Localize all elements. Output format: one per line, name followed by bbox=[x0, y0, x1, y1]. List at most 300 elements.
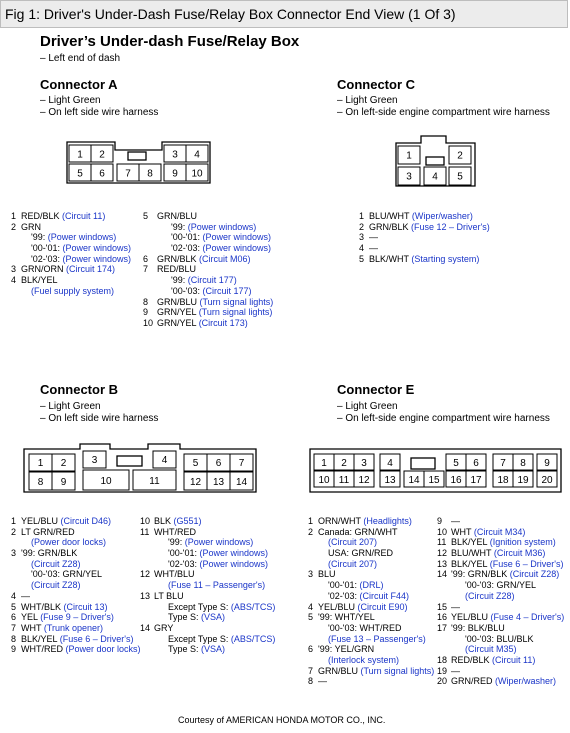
pin-number: 9 bbox=[143, 307, 149, 318]
wire-description: — bbox=[369, 243, 378, 254]
wire-description: GRN/ORN bbox=[21, 264, 66, 275]
wire-description: GRN/BLU bbox=[318, 665, 361, 676]
pin-number: 2 bbox=[359, 221, 365, 232]
circuit-reference-link[interactable]: (ABS/TCS) bbox=[230, 601, 276, 612]
pin-b-6-label: 6 bbox=[215, 458, 222, 469]
pin-c-4-label: 4 bbox=[432, 171, 438, 183]
pinout-line bbox=[308, 537, 434, 548]
connector-a-title: Connector A bbox=[40, 77, 118, 92]
pin-e-15-label: 15 bbox=[428, 475, 440, 486]
pinout-line bbox=[11, 612, 141, 623]
wire-description: BLK/YEL bbox=[451, 537, 490, 548]
pin-e-13-label: 13 bbox=[384, 475, 396, 486]
circuit-reference-link[interactable]: (Fuse 4 – Driver's) bbox=[490, 612, 565, 623]
wire-description: GRN/YEL bbox=[157, 317, 199, 328]
pin-a-3-label: 3 bbox=[172, 149, 178, 161]
pin-e-4-label: 4 bbox=[387, 458, 393, 469]
pin-number: 15 bbox=[437, 601, 448, 612]
pinout-line bbox=[11, 232, 131, 243]
pinout-line bbox=[11, 569, 141, 580]
connector-c-color: – Light Green bbox=[337, 95, 398, 106]
continuation-indent bbox=[21, 569, 31, 579]
pin-number: 3 bbox=[359, 232, 365, 243]
continuation-indent bbox=[157, 222, 171, 232]
pinout-line bbox=[308, 676, 434, 687]
circuit-reference-link[interactable]: (Circuit F44) bbox=[359, 590, 409, 601]
pinout-line bbox=[437, 580, 564, 591]
pin-number: 3 bbox=[11, 264, 17, 275]
wire-description: GRN/BLU bbox=[157, 211, 198, 221]
circuit-reference-link[interactable]: (Trunk opener) bbox=[43, 622, 104, 633]
pin-number: 10 bbox=[437, 526, 448, 537]
circuit-reference-link[interactable]: (Circuit D46) bbox=[60, 516, 112, 526]
pinout-line bbox=[11, 243, 131, 254]
pin-b-9-label: 9 bbox=[60, 477, 67, 488]
circuit-reference-link[interactable]: (Fuse 6 – Driver's) bbox=[489, 558, 564, 569]
pinout-line bbox=[437, 666, 564, 677]
pin-number: 8 bbox=[143, 296, 149, 307]
pinout-line bbox=[308, 602, 434, 613]
pin-e-17-label: 17 bbox=[470, 475, 482, 486]
pin-number: 4 bbox=[308, 601, 314, 612]
circuit-reference-link[interactable]: (G551) bbox=[173, 516, 202, 526]
wire-description: '02-'03: bbox=[31, 253, 63, 264]
circuit-reference-link[interactable]: (Power windows) bbox=[62, 243, 131, 254]
pin-e-9-label: 9 bbox=[544, 458, 550, 469]
pin-a-6-label: 6 bbox=[99, 168, 105, 180]
wire-description: '99: bbox=[171, 275, 188, 286]
pinout-line bbox=[359, 211, 490, 222]
continuation-indent bbox=[21, 232, 31, 242]
wire-description: WHT bbox=[451, 526, 474, 537]
pinout-line bbox=[308, 569, 434, 580]
continuation-indent bbox=[154, 612, 168, 622]
circuit-reference-link[interactable]: (Power windows) bbox=[184, 537, 254, 548]
pinout-line bbox=[143, 211, 273, 222]
continuation-indent bbox=[318, 580, 328, 590]
pin-b-11-label: 11 bbox=[149, 476, 160, 487]
pin-a-10-label: 10 bbox=[191, 168, 203, 180]
pin-number: 2 bbox=[308, 526, 314, 537]
pin-number: 9 bbox=[11, 644, 17, 655]
pin-number: 11 bbox=[437, 537, 447, 548]
circuit-reference-link[interactable]: (Power windows) bbox=[47, 232, 117, 243]
wire-description: '99: bbox=[31, 232, 48, 243]
circuit-reference-link[interactable]: (Fuse 11 – Passenger's) bbox=[168, 580, 266, 591]
wire-description: BLU/WHT bbox=[451, 548, 494, 559]
continuation-indent bbox=[318, 548, 328, 558]
continuation-indent bbox=[21, 559, 31, 569]
continuation-indent bbox=[21, 537, 31, 547]
pin-number: 1 bbox=[11, 211, 17, 221]
pinout-line bbox=[11, 527, 141, 538]
circuit-reference-link[interactable]: (Fuse 9 – Driver's) bbox=[40, 612, 114, 623]
pin-number: 3 bbox=[11, 548, 17, 559]
wire-description: — bbox=[451, 516, 460, 526]
wire-description: '99: GRN/BLK bbox=[21, 548, 78, 559]
pinout-line bbox=[143, 307, 273, 318]
circuit-reference-link[interactable]: (Circuit M06) bbox=[199, 253, 251, 264]
wire-description: ORN/WHT bbox=[318, 516, 364, 526]
wire-description: BLK bbox=[154, 516, 174, 526]
pinout-line bbox=[140, 634, 275, 645]
circuit-reference-link[interactable]: (Circuit 13) bbox=[63, 601, 108, 612]
wire-description: '00-'03: bbox=[171, 285, 203, 296]
continuation-indent bbox=[154, 634, 168, 644]
circuit-reference-link[interactable]: (Circuit Z28) bbox=[31, 558, 81, 569]
pinout-line bbox=[437, 527, 564, 538]
circuit-reference-link[interactable]: (Power windows) bbox=[202, 232, 271, 243]
circuit-reference-link[interactable]: (VSA) bbox=[201, 612, 226, 623]
pin-number: 2 bbox=[11, 221, 17, 232]
wire-description: GRN/BLK bbox=[157, 253, 200, 264]
pin-number: 7 bbox=[143, 264, 149, 275]
wire-description: WHT/RED bbox=[21, 644, 66, 655]
circuit-reference-link[interactable]: (Circuit 207) bbox=[328, 537, 378, 548]
pinout-line bbox=[308, 559, 434, 570]
pinout-line bbox=[11, 264, 131, 275]
continuation-indent bbox=[154, 602, 168, 612]
pinout-line bbox=[140, 569, 275, 580]
pin-number: 10 bbox=[140, 516, 151, 526]
wire-description: GRY bbox=[154, 622, 174, 633]
pin-e-10-label: 10 bbox=[318, 475, 330, 486]
wire-description: '99: YEL/GRN bbox=[318, 644, 375, 655]
pinout-line bbox=[140, 516, 275, 527]
continuation-indent bbox=[21, 243, 31, 253]
pinout-line bbox=[437, 516, 564, 527]
pin-a-2-label: 2 bbox=[99, 149, 105, 161]
pinout-line bbox=[437, 548, 564, 559]
circuit-reference-link[interactable]: (Power windows) bbox=[187, 221, 257, 232]
pinout-line bbox=[308, 623, 434, 634]
wire-description: Except Type S: bbox=[168, 633, 231, 644]
connector-c-location: – On left-side engine compartment wire harness bbox=[337, 107, 550, 118]
wire-description: USA: GRN/RED bbox=[328, 548, 394, 559]
pin-b-8-label: 8 bbox=[37, 477, 44, 488]
wire-description: BLK/YEL bbox=[451, 558, 490, 569]
pinout-line bbox=[308, 527, 434, 538]
circuit-reference-link[interactable]: (Fuse 13 – Passenger's) bbox=[328, 633, 426, 644]
circuit-reference-link[interactable]: (Power windows) bbox=[199, 558, 268, 569]
pinout-line bbox=[359, 243, 490, 254]
pin-number: 4 bbox=[11, 590, 17, 601]
pin-number: 14 bbox=[437, 569, 448, 580]
pin-number: 10 bbox=[143, 317, 154, 328]
pinout-line bbox=[11, 634, 141, 645]
connector-a-latch bbox=[128, 152, 146, 160]
continuation-indent bbox=[154, 559, 168, 569]
wire-description: BLU bbox=[318, 569, 336, 580]
pinout-line bbox=[308, 548, 434, 559]
pin-number: 12 bbox=[437, 548, 448, 559]
connector-b-location: – On left side wire harness bbox=[40, 413, 159, 424]
circuit-reference-link[interactable]: (Turn signal lights) bbox=[360, 665, 435, 676]
pinout-line bbox=[437, 602, 564, 613]
circuit-reference-link[interactable]: (Turn signal lights) bbox=[199, 296, 274, 307]
pin-e-12-label: 12 bbox=[358, 475, 370, 486]
pin-number: 3 bbox=[308, 569, 314, 580]
wire-description: GRN/BLK bbox=[369, 221, 412, 232]
wire-description: '99: GRN/BLK bbox=[451, 569, 510, 580]
wire-description: BLK/YEL bbox=[21, 275, 58, 286]
pinout-line bbox=[437, 676, 564, 687]
connector-e-latch bbox=[411, 458, 435, 469]
circuit-reference-link[interactable]: (Circuit M35) bbox=[465, 644, 517, 655]
pinout-line bbox=[11, 254, 131, 265]
continuation-indent bbox=[451, 644, 465, 654]
wire-description: BLK/WHT bbox=[369, 253, 412, 264]
circuit-reference-link[interactable]: (Circuit 207) bbox=[328, 558, 378, 569]
circuit-reference-link[interactable]: (Power windows) bbox=[202, 243, 271, 254]
pin-b-1-label: 1 bbox=[37, 458, 44, 469]
wire-description: RED/BLK bbox=[451, 654, 493, 665]
circuit-reference-link[interactable]: (Circuit 177) bbox=[202, 285, 252, 296]
wire-description: '99: bbox=[171, 221, 188, 232]
circuit-reference-link[interactable]: (Circuit Z28) bbox=[31, 580, 81, 591]
circuit-reference-link[interactable]: (Fuse 6 – Driver's) bbox=[59, 633, 134, 644]
circuit-reference-link[interactable]: (Turn signal lights) bbox=[198, 307, 273, 318]
wire-description: '02-'03: bbox=[168, 558, 200, 569]
pin-e-2-label: 2 bbox=[341, 458, 347, 469]
pinout-line bbox=[11, 222, 131, 233]
pin-e-6-label: 6 bbox=[473, 458, 479, 469]
pin-e-14-label: 14 bbox=[408, 475, 420, 486]
pin-number: 13 bbox=[140, 590, 151, 601]
pinout-line bbox=[359, 232, 490, 243]
pin-number: 4 bbox=[11, 275, 17, 286]
pin-b-4-label: 4 bbox=[161, 455, 168, 466]
pinout-line bbox=[308, 644, 434, 655]
pinout-line bbox=[308, 580, 434, 591]
pinout-line bbox=[140, 612, 275, 623]
pinout-line bbox=[11, 559, 141, 570]
pin-a-8-label: 8 bbox=[147, 168, 153, 180]
wire-description: GRN/YEL bbox=[157, 307, 199, 318]
wire-description: YEL/BLU bbox=[21, 516, 61, 526]
circuit-reference-link[interactable]: (Circuit 173) bbox=[198, 317, 248, 328]
circuit-reference-link[interactable]: (ABS/TCS) bbox=[230, 633, 276, 644]
circuit-reference-link[interactable]: (Starting system) bbox=[411, 253, 480, 264]
circuit-reference-link[interactable]: (Wiper/washer) bbox=[411, 211, 473, 221]
pin-b-14-label: 14 bbox=[235, 477, 248, 488]
circuit-reference-link[interactable]: (Circuit Z28) bbox=[465, 590, 515, 601]
box-location: – Left end of dash bbox=[40, 53, 121, 64]
pinout-line bbox=[11, 211, 131, 222]
wire-description: Canada: GRN/WHT bbox=[318, 526, 398, 537]
connector-a-pinout-left bbox=[11, 211, 131, 297]
pin-b-13-label: 13 bbox=[212, 477, 225, 488]
pin-a-1-label: 1 bbox=[77, 149, 83, 161]
connector-c-title: Connector C bbox=[337, 77, 415, 92]
connector-b-pinout-right bbox=[140, 516, 275, 655]
circuit-reference-link[interactable]: (Circuit M36) bbox=[493, 548, 546, 559]
pin-number: 19 bbox=[437, 665, 448, 676]
circuit-reference-link[interactable]: (Power door locks) bbox=[65, 644, 141, 655]
circuit-reference-link[interactable]: (Circuit E90) bbox=[357, 601, 408, 612]
connector-b-latch bbox=[117, 456, 142, 466]
pin-number: 14 bbox=[140, 622, 151, 633]
pin-number: 9 bbox=[437, 516, 443, 526]
continuation-indent bbox=[451, 634, 465, 644]
wire-description: '00-'03: WHT/RED bbox=[328, 622, 402, 633]
continuation-indent bbox=[318, 591, 328, 601]
pin-e-1-label: 1 bbox=[321, 458, 327, 469]
wire-description: '00-'01: bbox=[171, 232, 203, 243]
wire-description: — bbox=[21, 590, 30, 601]
pinout-line bbox=[143, 318, 273, 329]
circuit-reference-link[interactable]: (Wiper/washer) bbox=[495, 676, 557, 687]
pinout-line bbox=[11, 516, 141, 527]
pinout-line bbox=[437, 623, 564, 634]
wire-description: YEL/BLU bbox=[318, 601, 358, 612]
connector-b-color: – Light Green bbox=[40, 401, 101, 412]
connector-a-color: – Light Green bbox=[40, 95, 101, 106]
pin-b-5-label: 5 bbox=[192, 458, 199, 469]
pinout-line bbox=[359, 222, 490, 233]
pinout-line bbox=[11, 623, 141, 634]
pinout-line bbox=[140, 602, 275, 613]
continuation-indent bbox=[157, 243, 171, 253]
circuit-reference-link[interactable]: (Headlights) bbox=[363, 516, 412, 526]
pin-c-5-label: 5 bbox=[457, 171, 463, 183]
courtesy-credit: Courtesy of AMERICAN HONDA MOTOR CO., INC. bbox=[178, 715, 386, 725]
pin-a-7-label: 7 bbox=[125, 168, 131, 180]
circuit-reference-link[interactable]: (VSA) bbox=[201, 644, 226, 655]
pin-number: 12 bbox=[140, 569, 151, 580]
pinout-line bbox=[437, 559, 564, 570]
pin-e-3-label: 3 bbox=[361, 458, 367, 469]
circuit-reference-link[interactable]: (Power windows) bbox=[62, 253, 131, 264]
circuit-reference-link[interactable]: (Fuel supply system) bbox=[31, 285, 115, 296]
continuation-indent bbox=[318, 655, 328, 665]
pin-number: 5 bbox=[308, 612, 314, 623]
circuit-reference-link[interactable]: (Circuit 11) bbox=[492, 654, 536, 665]
continuation-indent bbox=[157, 232, 171, 242]
pin-e-16-label: 16 bbox=[450, 475, 462, 486]
pinout-line bbox=[437, 591, 564, 602]
wire-description: '00-'03: BLU/BLK bbox=[465, 633, 534, 644]
pin-number: 11 bbox=[140, 526, 150, 537]
circuit-reference-link[interactable]: (Fuse 12 – Driver's) bbox=[411, 221, 490, 232]
circuit-reference-link[interactable]: (Circuit 174) bbox=[66, 264, 116, 275]
figure-title: Fig 1: Driver's Under-Dash Fuse/Relay Box Connector End View (1 Of 3) bbox=[5, 6, 456, 22]
wire-description: '00-'03: GRN/YEL bbox=[465, 580, 536, 591]
wire-description: '00-'01: bbox=[328, 580, 360, 591]
pinout-line bbox=[437, 634, 564, 645]
wire-description: '02-'03: bbox=[171, 243, 203, 254]
circuit-reference-link[interactable]: (DRL) bbox=[359, 580, 384, 591]
connector-c-pinout bbox=[359, 211, 490, 264]
wire-description: — bbox=[451, 601, 460, 612]
wire-description: BLU/WHT bbox=[369, 211, 412, 221]
wire-description: YEL bbox=[21, 612, 41, 623]
pin-b-3-label: 3 bbox=[91, 455, 98, 466]
pinout-line bbox=[143, 243, 273, 254]
wire-description: Except Type S: bbox=[168, 601, 231, 612]
circuit-reference-link[interactable]: (Power windows) bbox=[199, 548, 268, 559]
pin-e-5-label: 5 bbox=[453, 458, 459, 469]
pinout-line bbox=[437, 612, 564, 623]
circuit-reference-link[interactable]: (Ignition system) bbox=[489, 537, 556, 548]
continuation-indent bbox=[21, 286, 31, 296]
pin-number: 13 bbox=[437, 558, 448, 569]
continuation-indent bbox=[154, 644, 168, 654]
pinout-line bbox=[308, 516, 434, 527]
pinout-line bbox=[11, 537, 141, 548]
circuit-reference-link[interactable]: (Circuit 177) bbox=[187, 275, 237, 286]
circuit-reference-link[interactable]: (Interlock system) bbox=[328, 654, 400, 665]
pinout-line bbox=[143, 286, 273, 297]
pinout-line bbox=[140, 527, 275, 538]
circuit-reference-link[interactable]: (Circuit Z28) bbox=[509, 569, 560, 580]
wire-description: '02-'03: bbox=[328, 590, 360, 601]
connector-e-location: – On left-side engine compartment wire harness bbox=[337, 413, 550, 424]
continuation-indent bbox=[318, 623, 328, 633]
pinout-line bbox=[140, 580, 275, 591]
continuation-indent bbox=[154, 580, 168, 590]
circuit-reference-link[interactable]: (Power door locks) bbox=[31, 537, 107, 548]
connector-e-color: – Light Green bbox=[337, 401, 398, 412]
wire-description: RED/BLU bbox=[157, 264, 197, 275]
pinout-line bbox=[143, 275, 273, 286]
pinout-line bbox=[11, 286, 131, 297]
pinout-line bbox=[140, 559, 275, 570]
pin-number: 7 bbox=[11, 622, 17, 633]
pin-number: 16 bbox=[437, 612, 448, 623]
wire-description: '00-'01: bbox=[31, 243, 63, 254]
connector-e-pinout-left bbox=[308, 516, 434, 687]
wire-description: WHT/BLK bbox=[21, 601, 64, 612]
pinout-line bbox=[359, 254, 490, 265]
pin-c-3-label: 3 bbox=[406, 171, 412, 183]
connector-e-title: Connector E bbox=[337, 382, 415, 397]
circuit-reference-link[interactable]: (Circuit M34) bbox=[473, 526, 526, 537]
pin-number: 1 bbox=[11, 516, 17, 526]
circuit-reference-link[interactable]: (Circuit 11) bbox=[62, 211, 106, 221]
wire-description: WHT/BLU bbox=[154, 569, 195, 580]
pin-number: 18 bbox=[437, 654, 448, 665]
pinout-line bbox=[308, 655, 434, 666]
pin-number: 17 bbox=[437, 622, 448, 633]
pin-number: 6 bbox=[143, 253, 149, 264]
pin-number: 1 bbox=[359, 211, 365, 221]
wire-description: GRN bbox=[21, 221, 41, 232]
pin-b-10-label: 10 bbox=[100, 476, 112, 487]
pinout-line bbox=[308, 634, 434, 645]
pin-number: 2 bbox=[11, 526, 17, 537]
pin-a-4-label: 4 bbox=[194, 149, 200, 161]
pin-number: 20 bbox=[437, 676, 448, 687]
pin-a-5-label: 5 bbox=[77, 168, 83, 180]
pin-number: 5 bbox=[11, 601, 17, 612]
pin-a-9-label: 9 bbox=[172, 168, 178, 180]
pinout-line bbox=[308, 591, 434, 602]
pin-e-7-label: 7 bbox=[500, 458, 506, 469]
pin-e-20-label: 20 bbox=[541, 475, 553, 486]
pinout-line bbox=[308, 666, 434, 677]
pinout-line bbox=[140, 537, 275, 548]
pinout-line bbox=[140, 644, 275, 655]
connector-c-latch bbox=[426, 157, 444, 165]
continuation-indent bbox=[157, 286, 171, 296]
wire-description: Type S: bbox=[168, 644, 202, 655]
wire-description: '99: bbox=[168, 537, 185, 548]
wire-description: Type S: bbox=[168, 612, 202, 623]
continuation-indent bbox=[154, 537, 168, 547]
wire-description: YEL/BLU bbox=[451, 612, 491, 623]
connector-a-pinout-right bbox=[143, 211, 273, 329]
